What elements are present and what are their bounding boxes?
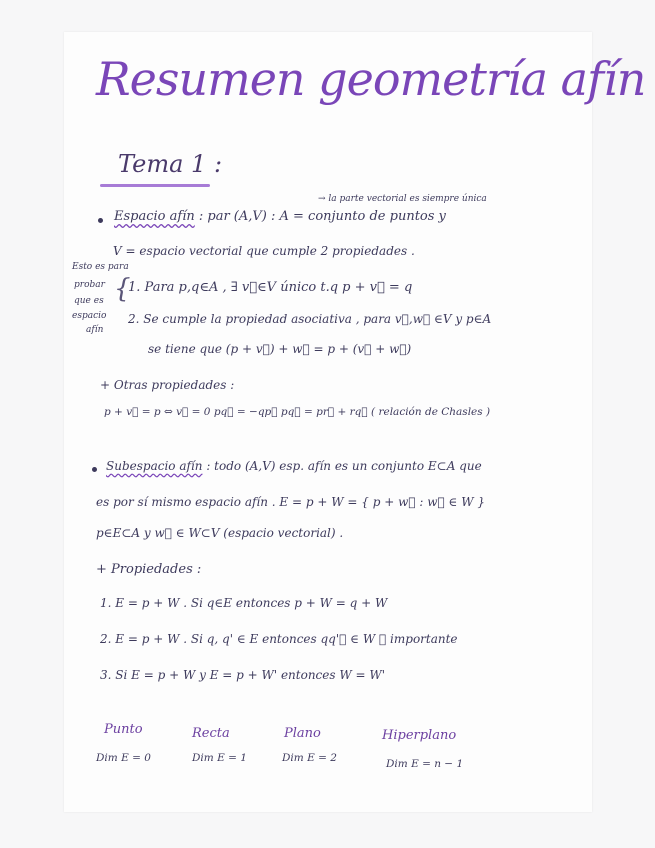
v-definition: V = espacio vectorial que cumple 2 propiedades . <box>113 244 415 258</box>
subespacio-afin-label: Subespacio afín <box>106 459 203 473</box>
page-title: Resumen geometría afín <box>96 52 646 106</box>
other-properties-heading: + Otras propiedades : <box>100 378 235 392</box>
brace: { <box>114 274 131 304</box>
side-note-3: que es <box>74 296 104 306</box>
other-properties-formulas: p + v⃗ = p ⇔ v⃗ = 0 pq⃗ = −qp⃗ pq⃗ = pr⃗ + rq⃗ ( relación de Chasles ) <box>104 406 491 418</box>
dim-recta-label: Recta <box>192 726 230 741</box>
bullet <box>98 218 103 223</box>
side-note-4: espacio <box>72 311 107 321</box>
side-note-2: probar <box>74 280 105 290</box>
notebook-page <box>64 32 592 812</box>
section-heading: Tema 1 : <box>118 150 223 178</box>
subespacio-definition-3: p∈E⊂A y w⃗ ∈ W⊂V (espacio vectorial) . <box>96 526 344 540</box>
property-1: 1. Para p,q∈A , ∃ v⃗∈V único t.q p + v⃗ = q <box>128 280 413 295</box>
sub-property-3: 3. Si E = p + W y E = p + W' entonces W = W' <box>100 668 385 682</box>
vector-note: → la parte vectorial es siempre única <box>318 194 487 204</box>
heading-underline <box>100 184 210 187</box>
bullet <box>92 467 97 472</box>
dim-punto-value: Dim E = 0 <box>96 752 151 764</box>
dim-hiperplano-label: Hiperplano <box>382 728 457 743</box>
side-note-1: Esto es para <box>72 262 129 272</box>
dim-recta-value: Dim E = 1 <box>192 752 247 764</box>
subespacio-definition-2: es por sí mismo espacio afín . E = p + W = { p + w⃗ : w⃗ ∈ W } <box>96 495 485 509</box>
dim-hiperplano-value: Dim E = n − 1 <box>386 758 464 770</box>
sub-property-2: 2. E = p + W . Si q, q' ∈ E entonces qq'⃗ ∈ W ⓘ importante <box>100 632 458 646</box>
subespacio-definition: : todo (A,V) esp. afín es un conjunto E⊂A que <box>206 459 482 473</box>
propiedades-heading: + Propiedades : <box>96 562 202 577</box>
dim-plano-value: Dim E = 2 <box>282 752 337 764</box>
espacio-afin-label: Espacio afín <box>114 209 195 224</box>
property-2: 2. Se cumple la propiedad asociativa , para v⃗,w⃗ ∈V y p∈A <box>128 312 492 326</box>
sub-property-1: 1. E = p + W . Si q∈E entonces p + W = q + W <box>100 596 388 610</box>
espacio-afin-definition: : par (A,V) : A = conjunto de puntos y <box>198 209 446 224</box>
dim-plano-label: Plano <box>284 726 321 741</box>
property-2-formula: se tiene que (p + v⃗) + w⃗ = p + (v⃗ + w⃗) <box>148 342 412 356</box>
side-note-5: afín <box>86 325 104 335</box>
dim-punto-label: Punto <box>104 722 143 737</box>
